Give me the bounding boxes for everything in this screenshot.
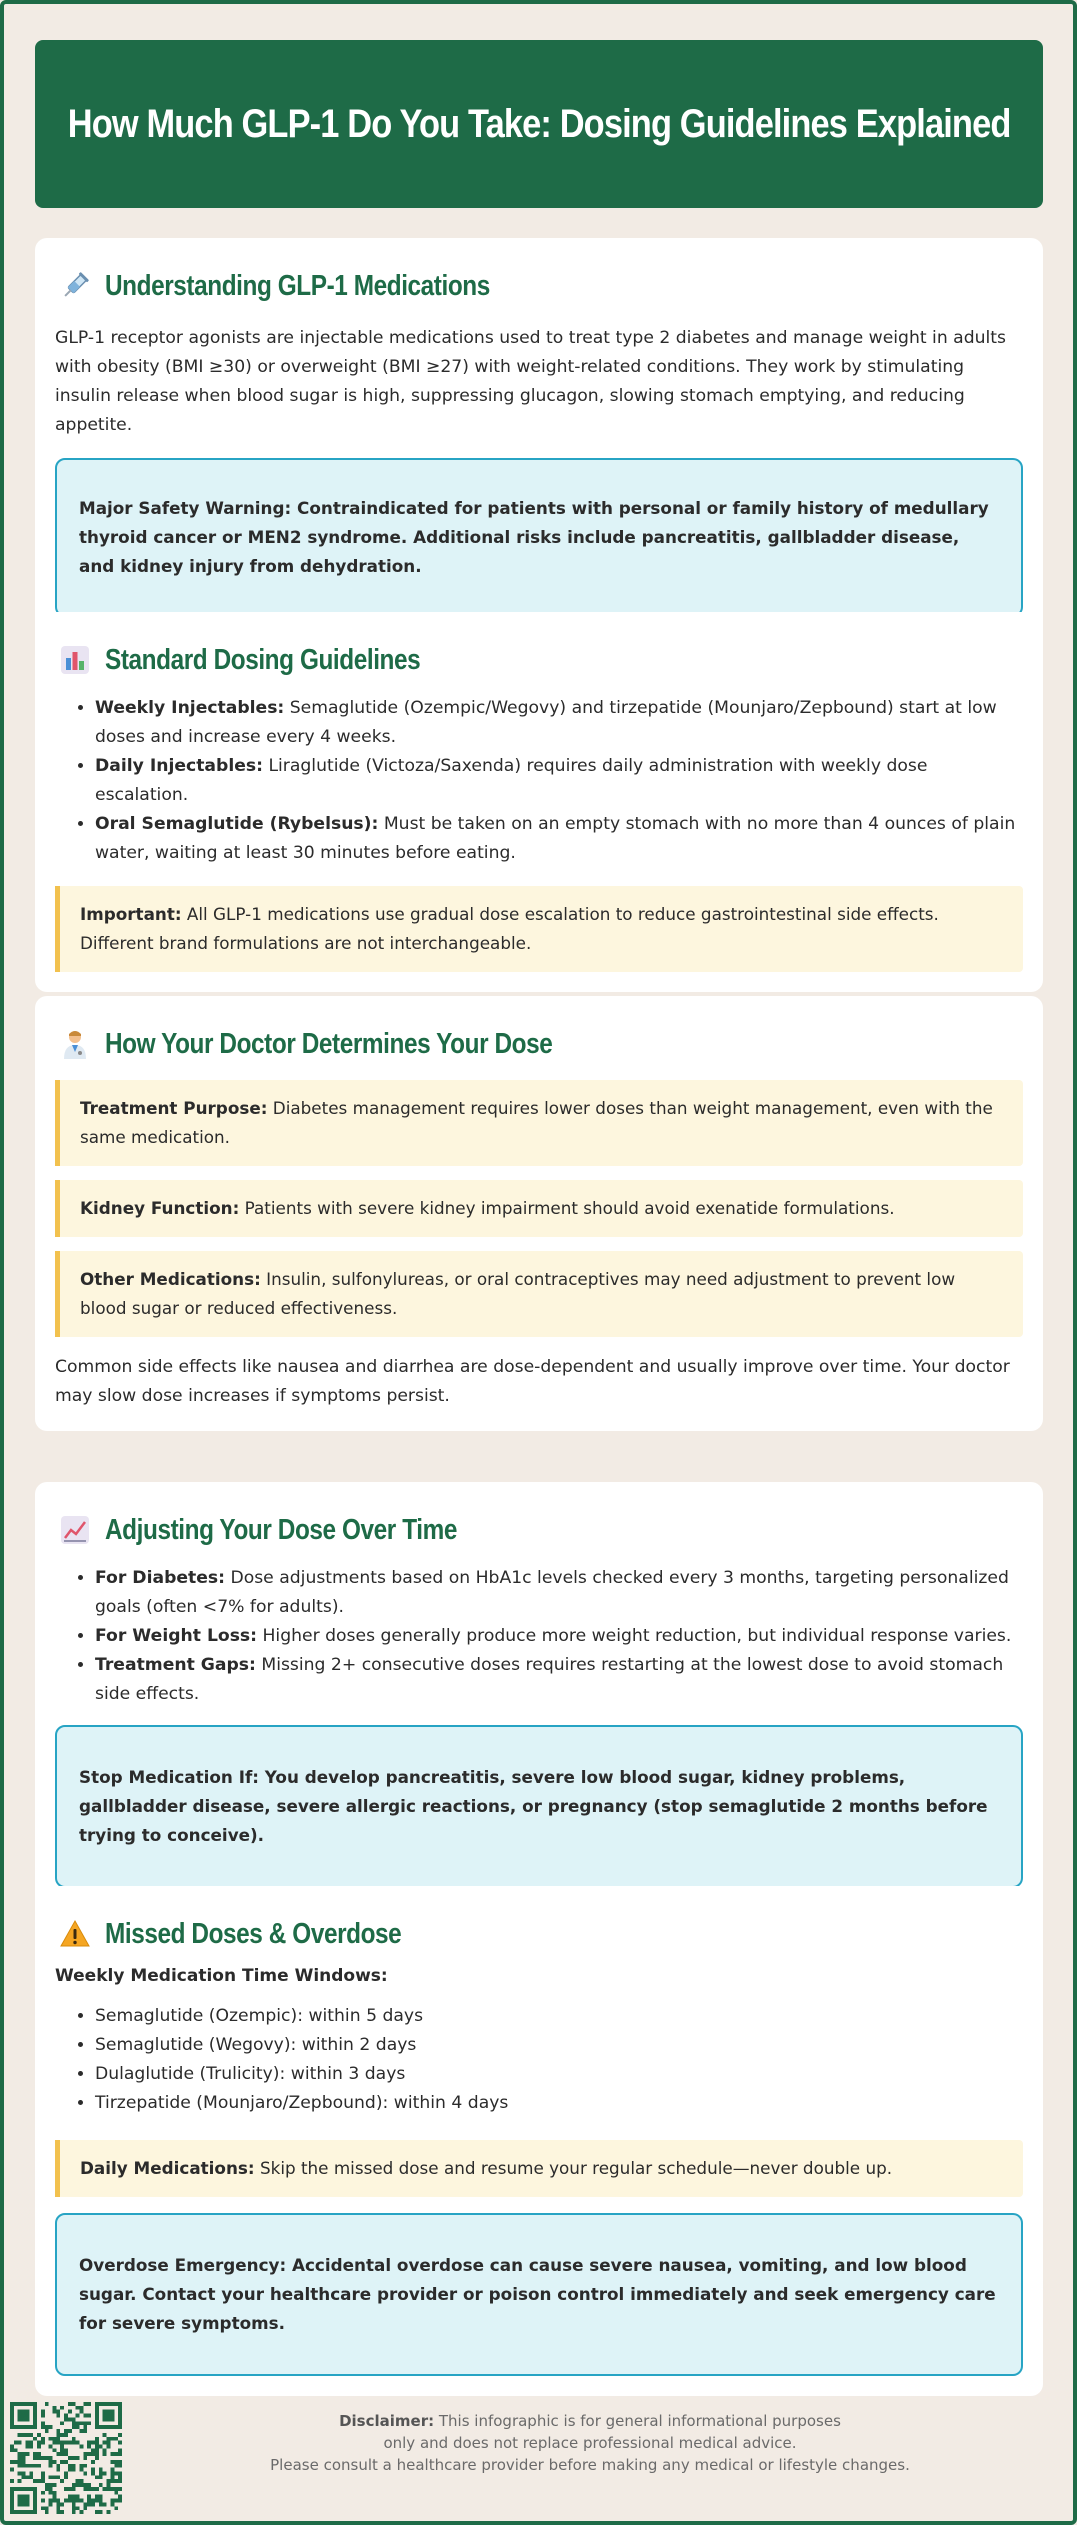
list-item: • For Diabetes: Dose adjustments based on HbA1c levels checked every 3 months, targeting personalized goals (often <7% for adults). <box>95 1564 1023 1622</box>
list-item: • Dulaglutide (Trulicity): within 3 days <box>95 2060 1023 2089</box>
section-title-row <box>55 264 1023 308</box>
section-body: GLP-1 receptor agonists are injectable medications used to treat type 2 diabetes and manage weight in adults with obesity (BMI ≥30) or overweight (BMI ≥27) with weight-related conditions. They work by stimulating insulin release when blood sugar is high, suppressing glucagon, slowing stomach emptying, and reducing appetite. <box>55 328 1006 435</box>
section-heading: Adjusting Your Dose Over Time <box>105 1513 457 1546</box>
section-missed-doses <box>35 1886 1043 2396</box>
section-adjusting <box>35 1482 1043 1908</box>
time-windows-list <box>55 2002 1023 2118</box>
section-body: Common side effects like nausea and diarrhea are dose-dependent and usually improve over time. Your doctor may slow dose increases if symptoms persist. <box>55 1357 1010 1406</box>
list-item: • Semaglutide (Wegovy): within 2 days <box>95 2031 1023 2060</box>
section-heading: Standard Dosing Guidelines <box>105 643 421 676</box>
section-understanding <box>35 238 1043 637</box>
time-windows-heading: Weekly Medication Time Windows: <box>55 1966 388 1986</box>
overdose-emergency-text: Overdose Emergency: Accidental overdose can cause severe nausea, vomiting, and low blood sugar. Contact your healthcare provider or poison control immediately and seek emergency care for severe symptoms. <box>79 2255 996 2333</box>
page-title: How Much GLP-1 Do You Take: Dosing Guidelines Explained <box>67 101 1011 146</box>
doctor-icon <box>57 1026 93 1062</box>
section-title-row <box>55 1022 1023 1066</box>
section-standard-dosing <box>35 612 1043 992</box>
important-note: Important: All GLP-1 medications use gradual dose escalation to reduce gastrointestinal side effects. Different brand formulations are not interchangeable. <box>55 886 1023 972</box>
stop-medication-text: Stop Medication If: You develop pancreatitis, severe low blood sugar, kidney problems, gallbladder disease, severe allergic reactions, or pregnancy (stop semaglutide 2 months before trying to conceive). <box>79 1767 988 1845</box>
overdose-emergency-box <box>55 2213 1023 2376</box>
safety-warning-text: Major Safety Warning: Contraindicated for patients with personal or family history of medullary thyroid cancer or MEN2 syndrome. Additional risks include pancreatitis, gallbladder disease, and kidney injury from dehydration. <box>79 498 989 576</box>
daily-medications-note: Daily Medications: Skip the missed dose and resume your regular schedule—never double up. <box>55 2140 1023 2197</box>
disclaimer: Disclaimer: This infographic is for general informational purposes only and does not replace professional medical advice. Please consult a healthcare provider before making any medical or lifestyle changes. <box>270 2412 910 2474</box>
qr-code-icon <box>10 2402 122 2514</box>
page-header <box>35 40 1043 208</box>
section-heading: Missed Doses & Overdose <box>105 1917 402 1950</box>
bar-chart-icon <box>57 642 93 678</box>
list-item: • Tirzepatide (Mounjaro/Zepbound): within 4 days <box>95 2089 1023 2118</box>
line-chart-icon <box>57 1512 93 1548</box>
factor-box-treatment-purpose: Treatment Purpose: Diabetes management requires lower doses than weight management, even with the same medication. <box>55 1080 1023 1166</box>
adjusting-list <box>55 1564 1023 1709</box>
list-item: • For Weight Loss: Higher doses generally produce more weight reduction, but individual response varies. <box>95 1622 1023 1651</box>
section-heading: How Your Doctor Determines Your Dose <box>105 1027 553 1060</box>
list-item: • Daily Injectables: Liraglutide (Victoza/Saxenda) requires daily administration with weekly dose escalation. <box>95 752 1023 810</box>
stop-medication-box <box>55 1725 1023 1888</box>
safety-warning-box <box>55 458 1023 617</box>
section-doctor <box>35 996 1043 1431</box>
list-item: • Treatment Gaps: Missing 2+ consecutive doses requires restarting at the lowest dose to avoid stomach side effects. <box>95 1651 1023 1709</box>
list-item: • Weekly Injectables: Semaglutide (Ozempic/Wegovy) and tirzepatide (Mounjaro/Zepbound) start at low doses and increase every 4 weeks. <box>95 694 1023 752</box>
warning-icon <box>57 1916 93 1952</box>
dosing-list <box>55 694 1023 868</box>
section-heading: Understanding GLP-1 Medications <box>105 269 490 302</box>
factor-box-kidney-function: Kidney Function: Patients with severe kidney impairment should avoid exenatide formulations. <box>55 1180 1023 1237</box>
list-item: • Oral Semaglutide (Rybelsus): Must be taken on an empty stomach with no more than 4 ounces of plain water, waiting at least 30 minutes before eating. <box>95 810 1023 868</box>
factor-box-other-medications: Other Medications: Insulin, sulfonylureas, or oral contraceptives may need adjustment to prevent low blood sugar or reduced effectiveness. <box>55 1251 1023 1337</box>
section-title-row <box>55 638 1023 682</box>
list-item: • Semaglutide (Ozempic): within 5 days <box>95 2002 1023 2031</box>
section-title-row <box>55 1508 1023 1552</box>
section-title-row <box>55 1912 1023 1956</box>
syringe-icon <box>57 268 93 304</box>
